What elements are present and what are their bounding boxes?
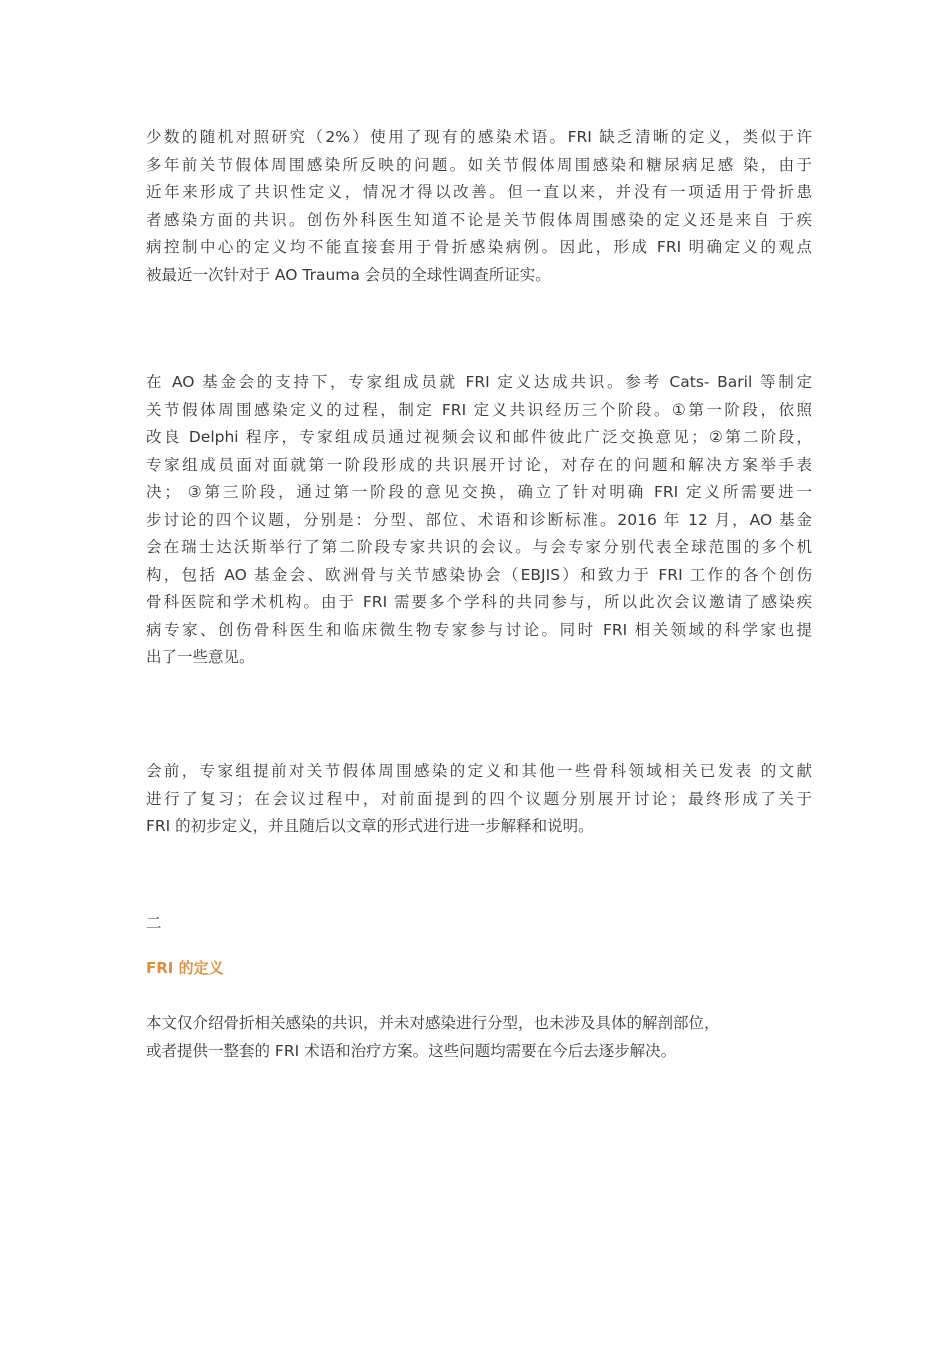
text-line: 专家组成员面对面就第一阶段形成的共识展开讨论，对存在的问题和解决方案举手表 bbox=[146, 455, 812, 474]
text-line: 改良 Delphi 程序，专家组成员通过视频会议和邮件彼此广泛交换意见；②第二阶段， bbox=[146, 428, 812, 446]
text-line: 出了一些意见。 bbox=[146, 648, 255, 666]
paragraph-meeting-review bbox=[146, 758, 812, 841]
text-line: 在 AO 基金会的支持下，专家组成员就 FRI 定义达成共识。参考 Cats‐ Baril 等制定 bbox=[146, 373, 812, 391]
text-line: 步讨论的四个议题，分别是：分型、部位、术语和诊断标准。2016 年 12 月，AO 基金 bbox=[146, 510, 812, 529]
text-line: 关节假体周围感染定义的过程，制定 FRI 定义共识经历三个阶段。①第一阶段，依照 bbox=[146, 400, 812, 419]
text-line: 骨科医院和学术机构。由于 FRI 需要多个学科的共同参与，所以此次会议邀请了感染疾 bbox=[146, 593, 812, 611]
paragraph-fri-background bbox=[146, 124, 812, 289]
text-line: FRI 的初步定义，并且随后以文章的形式进行进一步解释和说明。 bbox=[146, 817, 594, 835]
section-numeral: 二 bbox=[146, 914, 162, 932]
section-heading: FRI 的定义 bbox=[146, 959, 224, 977]
text-line: 病控制中心的定义均不能直接套用于骨折感染病例。因此，形成 FRI 明确定义的观点 bbox=[146, 238, 812, 256]
text-line: 者感染方面的共识。创伤外科医生知道不论是关节假体周围感染的定义还是来自 于疾 bbox=[146, 210, 812, 229]
text-line: 多年前关节假体周围感染所反映的问题。如关节假体周围感染和糖尿病足感 染，由于 bbox=[146, 155, 812, 174]
text-line: 进行了复习；在会议过程中，对前面提到的四个议题分别展开讨论；最终形成了关于 bbox=[146, 789, 812, 808]
text-line: 少数的随机对照研究（2%）使用了现有的感染术语。FRI 缺乏清晰的定义，类似于许 bbox=[146, 128, 812, 146]
text-line: 本文仅介绍骨折相关感染的共识，并未对感染进行分型，也未涉及具体的解剖部位， bbox=[146, 1014, 720, 1032]
text-line: 会在瑞士达沃斯举行了第二阶段专家共识的会议。与会专家分别代表全球范围的多个机 bbox=[146, 538, 812, 556]
text-line: 病专家、创伤骨科医生和临床微生物专家参与讨论。同时 FRI 相关领域的科学家也提 bbox=[146, 620, 812, 639]
text-line: 被最近一次针对于 AO Trauma 会员的全球性调查所证实。 bbox=[146, 265, 551, 284]
paragraph-consensus-process bbox=[146, 369, 812, 672]
text-line: 构，包括 AO 基金会、欧洲骨与关节感染协会（EBJIS）和致力于 FRI 工作的各个创伤 bbox=[146, 565, 812, 584]
text-line: 或者提供一整套的 FRI 术语和治疗方案。这些问题均需要在今后去逐步解决。 bbox=[146, 1041, 677, 1060]
paragraph-scope bbox=[146, 1010, 812, 1065]
text-line: 近年来形成了共识性定义，情况才得以改善。但一直以来，并没有一项适用于骨折患 bbox=[146, 183, 812, 201]
text-line: 决； ③第三阶段，通过第一阶段的意见交换，确立了针对明确 FRI 定义所需要进一 bbox=[146, 483, 812, 501]
text-line: 会前，专家组提前对关节假体周围感染的定义和其他一些骨科领域相关已发表 的文献 bbox=[146, 762, 812, 780]
